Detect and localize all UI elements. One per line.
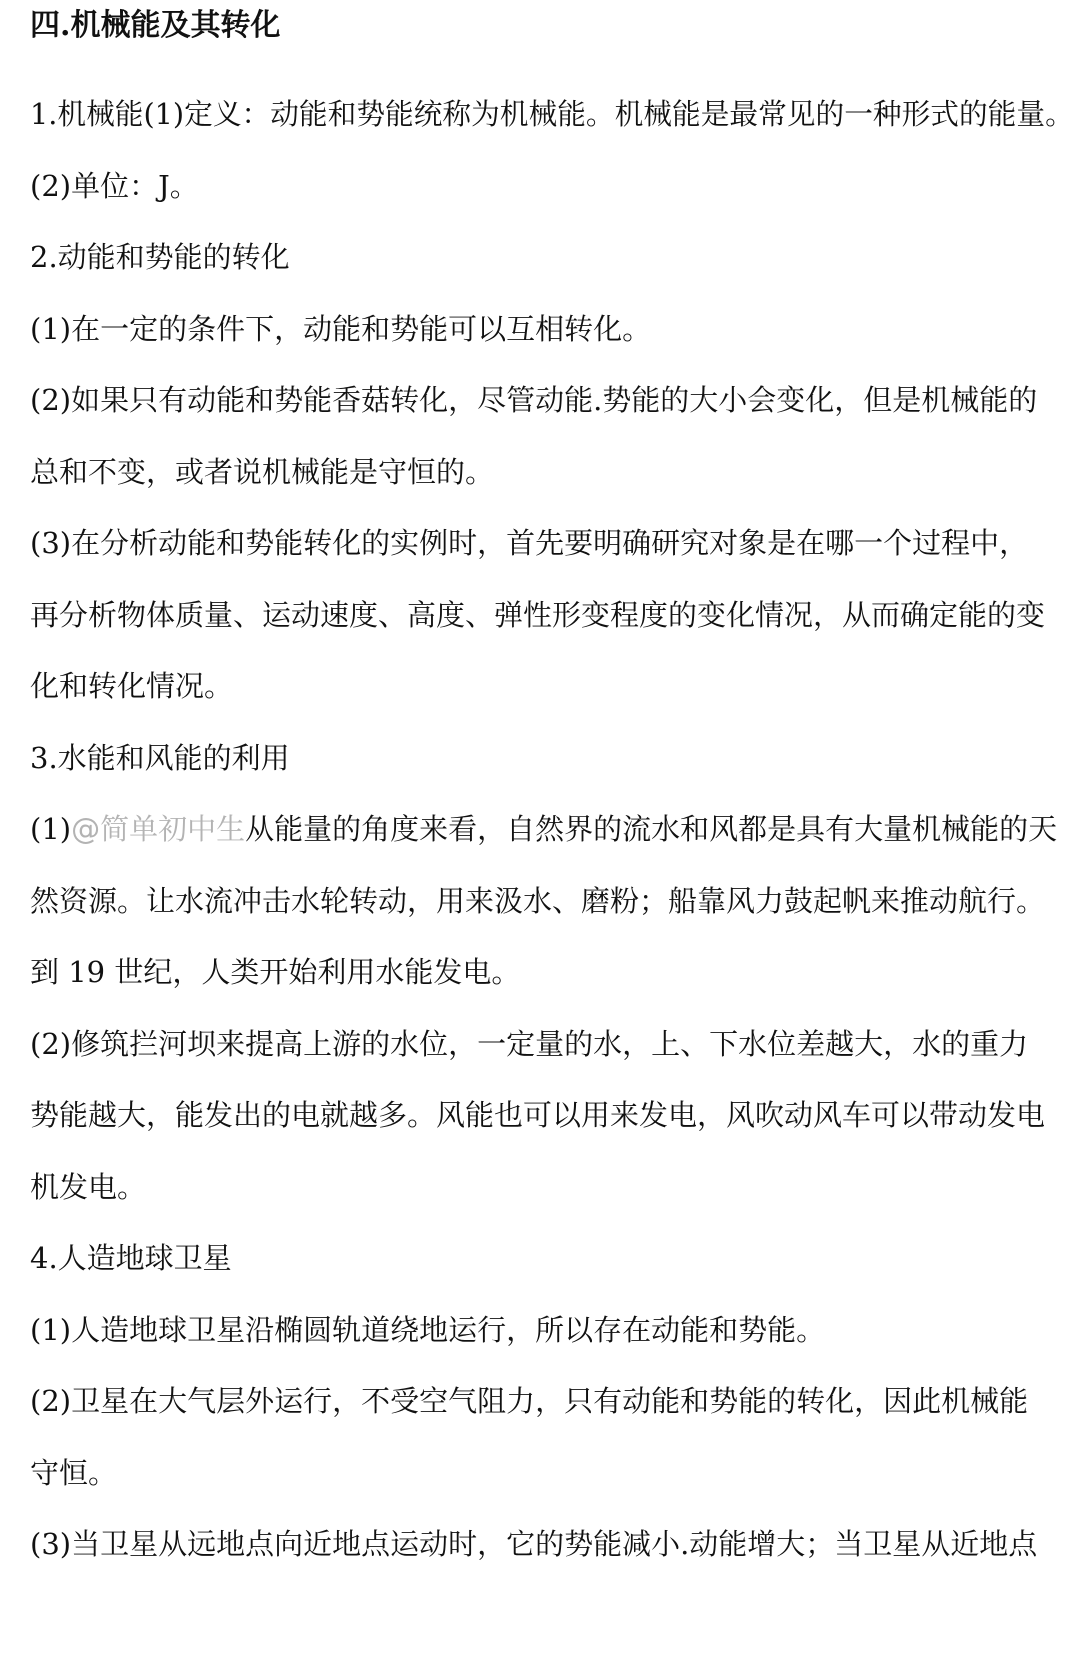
text-line: 4.人造地球卫星 [30,1241,232,1275]
mention-suffix: 从能量的角度来看，自然界的流水和风都是具有大量机械能的天 [245,812,1058,846]
text-line: 机发电。 [30,1170,147,1204]
mention-line [30,807,1057,851]
text-line: 到 19 世纪，人类开始利用水能发电。 [30,955,521,989]
mention-link[interactable]: @简单初中生 [71,812,246,846]
text-line: (2)修筑拦河坝来提高上游的水位，一定量的水，上、下水位差越大，水的重力 [30,1027,1029,1061]
text-line: 然资源。让水流冲击水轮转动，用来汲水、磨粉；船靠风力鼓起帆来推动航行。 [30,884,1046,918]
text-line: 化和转化情况。 [30,669,234,703]
text-line: 再分析物体质量、运动速度、高度、弹性形变程度的变化情况，从而确定能的变 [30,598,1046,632]
text-line: (3)当卫星从远地点向近地点运动时，它的势能减小.动能增大；当卫星从近地点 [30,1527,1038,1561]
text-line: (2)单位：J。 [30,169,199,203]
text-line: 1.机械能(1)定义：动能和势能统称为机械能。机械能是最常见的一种形式的能量。 [30,97,1074,131]
text-line: (2)卫星在大气层外运行，不受空气阻力，只有动能和势能的转化，因此机械能 [30,1384,1029,1418]
text-line: 势能越大，能发出的电就越多。风能也可以用来发电，风吹动风车可以带动发电 [30,1098,1046,1132]
text-line: 3.水能和风能的利用 [30,741,290,775]
text-line: (2)如果只有动能和势能香菇转化，尽管动能.势能的大小会变化，但是机械能的 [30,383,1038,417]
mention-prefix: (1) [30,812,72,846]
text-line: 2.动能和势能的转化 [30,240,290,274]
text-line: 总和不变，或者说机械能是守恒的。 [30,455,495,489]
text-line: (1)人造地球卫星沿椭圆轨道绕地运行，所以存在动能和势能。 [30,1313,826,1347]
text-line: (3)在分析动能和势能转化的实例时，首先要明确研究对象是在哪一个过程中， [30,526,1029,560]
text-line: (1)在一定的条件下，动能和势能可以互相转化。 [30,312,652,346]
section-title: 四.机械能及其转化 [30,8,281,43]
text-line: 守恒。 [30,1456,118,1490]
